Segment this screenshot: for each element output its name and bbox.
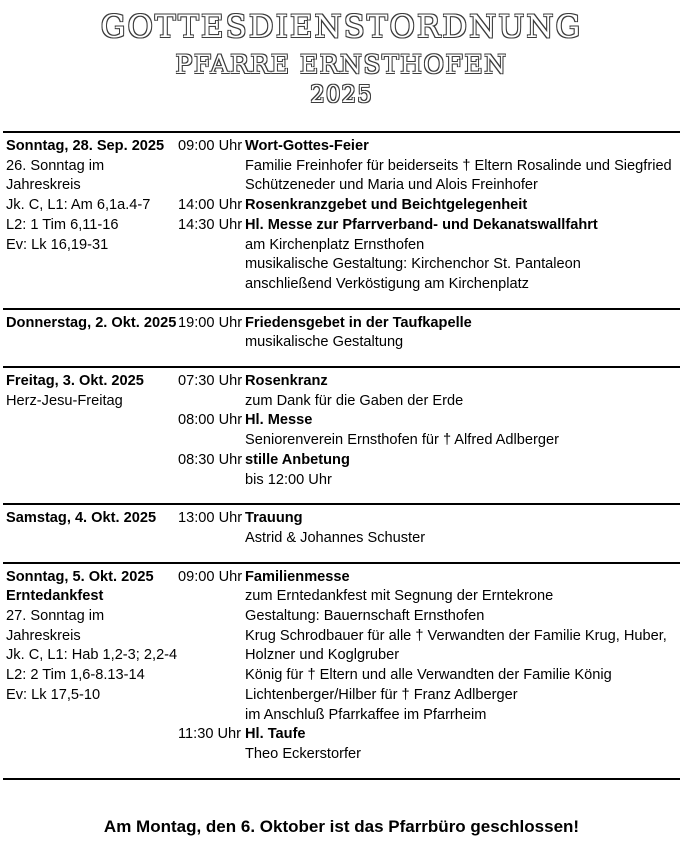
date-line: Herz-Jesu-Freitag (6, 392, 123, 409)
event-time: 08:00 Uhr (178, 412, 243, 429)
event-detail: am Kirchenplatz Ernsthofen (245, 236, 425, 253)
event-title: Friedensgebet in der Taufkapelle (245, 314, 472, 331)
date-line: Jahreskreis (6, 627, 81, 644)
event-time: 07:30 Uhr (178, 373, 243, 390)
events-column (178, 509, 680, 548)
closure-notice: Am Montag, den 6. Oktober ist das Pfarrbüro geschlossen! (103, 816, 580, 836)
date-line: Samstag, 4. Okt. 2025 (6, 510, 157, 527)
schedule-table (3, 131, 680, 780)
event-title: Hl. Messe zur Pfarrverband- und Dekanatswallfahrt (245, 216, 598, 233)
date-column (3, 314, 178, 353)
event-detail: Krug Schrodbauer für alle † Verwandten der Familie Krug, Huber, (245, 627, 667, 644)
event-detail: Schützeneder und Maria und Alois Freinhofer (245, 177, 538, 194)
schedule-section (3, 366, 680, 503)
event-body (245, 314, 680, 353)
event-time: 14:30 Uhr (178, 216, 243, 233)
date-column (3, 137, 178, 295)
event-detail: musikalische Gestaltung (245, 334, 404, 351)
event-body (245, 196, 680, 216)
document-year: 2025 (310, 82, 373, 108)
event-row (178, 314, 680, 353)
event-row (178, 568, 680, 726)
event-row (178, 372, 680, 411)
date-column (3, 372, 178, 490)
date-line: L2: 2 Tim 1,6-8.13-14 (6, 667, 145, 684)
schedule-section (3, 503, 680, 561)
events-column (178, 314, 680, 353)
document-header (0, 0, 683, 131)
date-line: Sonntag, 28. Sep. 2025 (6, 138, 165, 154)
event-detail: Seniorenverein Ernsthofen für † Alfred Adlberger (245, 432, 559, 449)
event-detail: bis 12:00 Uhr (245, 471, 332, 488)
event-detail: Familie Freinhofer für beiderseits † Eltern Rosalinde und Siegfried (245, 157, 672, 174)
event-title: Trauung (245, 510, 303, 527)
schedule-section (3, 562, 680, 778)
document-title: GOTTESDIENSTORDNUNG (100, 9, 583, 45)
event-title: stille Anbetung (245, 451, 350, 468)
events-column (178, 372, 680, 490)
event-detail: zum Dank für die Gaben der Erde (245, 392, 464, 409)
date-line: Ev: Lk 17,5-10 (6, 686, 101, 703)
event-body (245, 725, 680, 764)
event-detail: Theo Eckerstorfer (245, 745, 361, 762)
event-time: 19:00 Uhr (178, 314, 243, 331)
event-detail: anschließend Verköstigung am Kirchenplatz (245, 275, 529, 292)
date-line: Jahreskreis (6, 177, 81, 194)
document-subtitle: PFARRE ERNSTHOFEN (175, 50, 508, 79)
event-title: Familienmesse (245, 568, 350, 585)
event-detail: König für † Eltern und alle Verwandten der Familie König (245, 667, 612, 684)
event-title: Hl. Taufe (245, 726, 306, 743)
date-line: Jk. C, L1: Am 6,1a.4-7 (6, 197, 151, 214)
event-row (178, 725, 680, 764)
event-title: Wort-Gottes-Feier (245, 138, 369, 154)
event-title: Rosenkranz (245, 373, 328, 390)
schedule-section (3, 131, 680, 308)
date-line: Ev: Lk 16,19-31 (6, 236, 109, 253)
event-detail: Lichtenberger/Hilber für † Franz Adlberger (245, 686, 518, 703)
event-body (245, 411, 680, 450)
date-line: Sonntag, 5. Okt. 2025 (6, 568, 154, 585)
date-line: Donnerstag, 2. Okt. 2025 (6, 314, 177, 331)
event-time: 09:00 Uhr (178, 138, 243, 154)
event-row (178, 411, 680, 450)
date-line: L2: 1 Tim 6,11-16 (6, 216, 119, 233)
event-title: Hl. Messe (245, 412, 313, 429)
event-row (178, 216, 680, 295)
event-time: 11:30 Uhr (178, 726, 242, 743)
date-line: 27. Sonntag im (6, 608, 105, 625)
event-row (178, 196, 680, 216)
events-column (178, 137, 680, 295)
event-body (245, 568, 680, 726)
schedule-section (3, 308, 680, 366)
date-column (3, 509, 178, 548)
event-body (245, 451, 680, 490)
date-line: Freitag, 3. Okt. 2025 (6, 373, 144, 390)
event-detail: zum Erntedankfest mit Segnung der Erntekrone (245, 588, 554, 605)
event-detail: Holzner und Koglgruber (245, 647, 400, 664)
event-time: 14:00 Uhr (178, 197, 243, 214)
event-title: Rosenkranzgebet und Beichtgelegenheit (245, 197, 528, 214)
event-detail: musikalische Gestaltung: Kirchenchor St. Pantaleon (245, 256, 581, 273)
event-row (178, 137, 680, 196)
date-line: 26. Sonntag im (6, 157, 105, 174)
event-row (178, 509, 680, 548)
event-time: 08:30 Uhr (178, 451, 243, 468)
event-body (245, 372, 680, 411)
date-column (3, 568, 178, 765)
event-time: 09:00 Uhr (178, 568, 243, 585)
event-body (245, 216, 680, 295)
event-body (245, 509, 680, 548)
events-column (178, 568, 680, 765)
event-time: 13:00 Uhr (178, 510, 243, 527)
event-detail: im Anschluß Pfarrkaffee im Pfarrheim (245, 706, 487, 723)
event-body (245, 137, 680, 196)
date-line: Jk. C, L1: Hab 1,2-3; 2,2-4 (6, 647, 178, 664)
event-detail: Astrid & Johannes Schuster (245, 529, 426, 546)
date-line: Erntedankfest (6, 588, 104, 605)
document-footer (0, 816, 683, 837)
event-row (178, 451, 680, 490)
event-detail: Gestaltung: Bauernschaft Ernsthofen (245, 608, 485, 625)
